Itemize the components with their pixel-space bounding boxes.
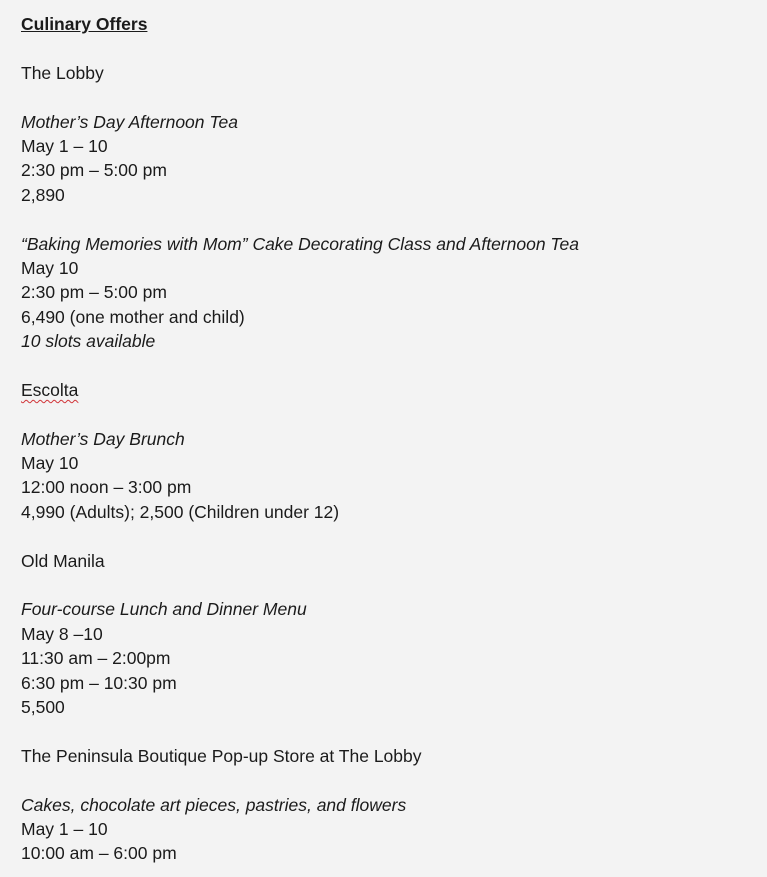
offer-name: “Baking Memories with Mom” Cake Decorating Class and Afternoon Tea [21,233,579,254]
blank-line [21,207,761,231]
spellcheck-marked-word: Escolta [21,379,79,400]
blank-line [21,524,761,548]
blank-line [21,768,761,792]
venue-heading: The Lobby [21,62,104,83]
document-body [21,12,761,866]
offer-time: 12:00 noon – 3:00 pm [21,477,192,498]
blank-line [21,719,761,743]
offer-date: May 1 – 10 [21,135,108,156]
blank-line [21,353,761,377]
offer-date: May 10 [21,453,79,474]
offer-time: 2:30 pm – 5:00 pm [21,160,167,181]
offer-time: 10:00 am – 6:00 pm [21,843,177,864]
offer-price: 6,490 (one mother and child) [21,306,245,327]
offer-time: 6:30 pm – 10:30 pm [21,672,177,693]
blank-line [21,85,761,109]
blank-line [21,573,761,597]
offer-name: Mother’s Day Afternoon Tea [21,111,238,132]
offer-note: 10 slots available [21,331,156,352]
offer-date: May 1 – 10 [21,818,108,839]
offer-date: May 8 –10 [21,623,103,644]
offer-name: Cakes, chocolate art pieces, pastries, and flowers [21,794,407,815]
offer-time: 11:30 am – 2:00pm [21,648,171,669]
blank-line [21,36,761,60]
venue-heading: The Peninsula Boutique Pop-up Store at The Lobby [21,745,422,766]
offer-name: Four-course Lunch and Dinner Menu [21,599,307,620]
offer-price: 5,500 [21,696,65,717]
document-title: Culinary Offers [21,14,148,34]
venue-heading: Old Manila [21,550,105,571]
offer-price: 4,990 (Adults); 2,500 (Children under 12) [21,501,340,522]
blank-line [21,402,761,426]
offer-name: Mother’s Day Brunch [21,428,185,449]
offer-date: May 10 [21,257,79,278]
offer-price: 2,890 [21,184,65,205]
venue-heading [21,378,761,402]
offer-time: 2:30 pm – 5:00 pm [21,282,167,303]
